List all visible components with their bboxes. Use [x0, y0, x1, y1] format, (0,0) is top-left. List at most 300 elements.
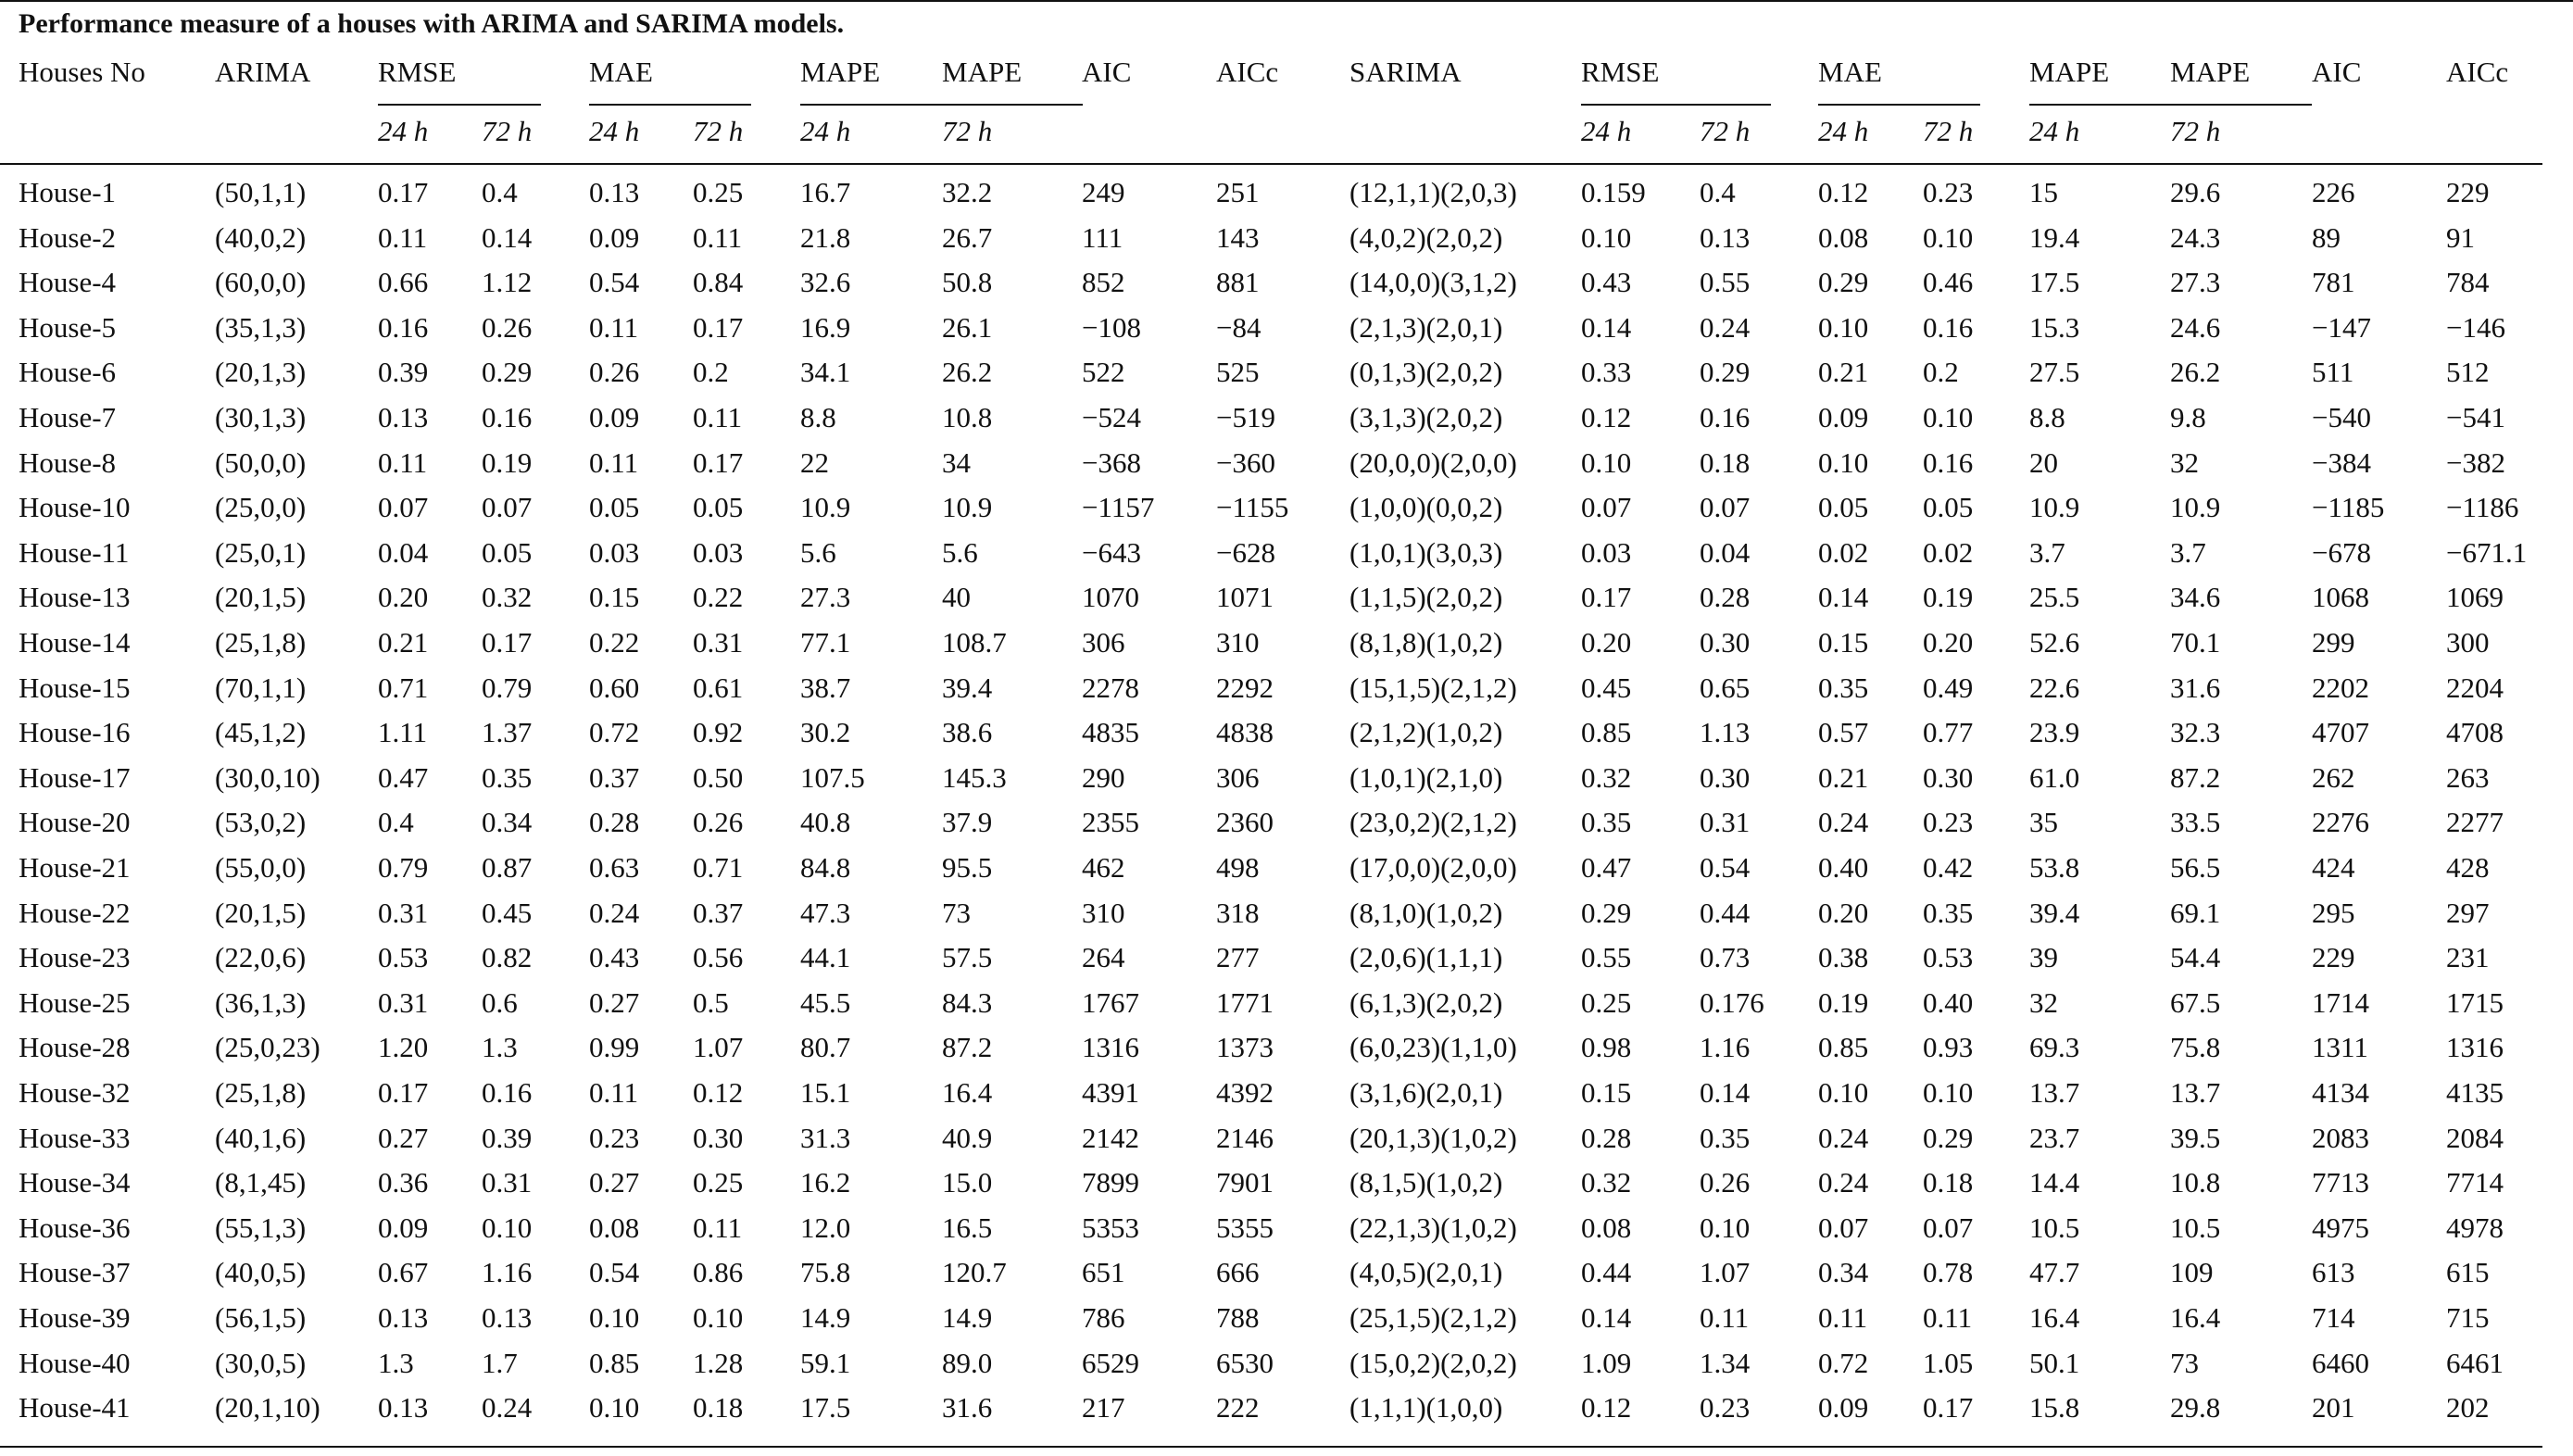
- table-cell: (8,1,0)(1,0,2): [1349, 897, 1503, 929]
- table-cell: 13.7: [2029, 1076, 2080, 1109]
- table-cell: 0.12: [1818, 176, 1869, 208]
- table-cell: 881: [1216, 266, 1260, 298]
- table-cell: (4,0,5)(2,0,1): [1349, 1256, 1503, 1288]
- table-cell: 0.14: [1700, 1076, 1751, 1109]
- table-cell: 0.13: [378, 1391, 429, 1424]
- table-cell: 16.5: [942, 1211, 993, 1244]
- table-cell: 0.16: [378, 311, 429, 344]
- table-cell: 30.2: [800, 716, 851, 748]
- row-label: House-5: [19, 311, 117, 344]
- table-cell: 0.93: [1923, 1031, 1974, 1063]
- table-cell: 0.29: [1923, 1122, 1974, 1154]
- table-cell: 0.30: [1923, 761, 1974, 794]
- table-cell: (8,1,8)(1,0,2): [1349, 626, 1503, 659]
- table-cell: 0.10: [1581, 446, 1632, 479]
- table-cell: −1155: [1216, 491, 1289, 523]
- table-cell: 31.6: [2170, 672, 2221, 704]
- table-cell: 0.28: [1700, 581, 1751, 613]
- table-cell: (20,1,3): [215, 356, 307, 388]
- table-cell: 0.21: [378, 626, 429, 659]
- sarima-mape-span-rule: [2029, 104, 2312, 106]
- table-cell: (25,1,8): [215, 1076, 307, 1109]
- table-cell: 310: [1216, 626, 1260, 659]
- table-cell: 0.30: [1700, 626, 1751, 659]
- table-cell: 15.8: [2029, 1391, 2080, 1424]
- table-cell: 0.33: [1581, 356, 1632, 388]
- table-cell: 1.3: [482, 1031, 518, 1063]
- table-cell: 0.73: [1700, 941, 1751, 973]
- table-cell: 0.20: [1818, 897, 1869, 929]
- table-cell: 0.14: [1818, 581, 1869, 613]
- table-cell: 0.44: [1700, 897, 1751, 929]
- row-label: House-11: [19, 536, 130, 569]
- table-cell: 0.04: [378, 536, 429, 569]
- table-cell: 0.34: [1818, 1256, 1869, 1288]
- table-cell: 89.0: [942, 1347, 993, 1379]
- mape-span-rule: [800, 104, 1083, 106]
- table-cell: 0.11: [589, 446, 639, 479]
- table-cell: 14.4: [2029, 1166, 2080, 1199]
- table-cell: 21.8: [800, 221, 851, 254]
- table-cell: 295: [2312, 897, 2355, 929]
- table-cell: (20,1,10): [215, 1391, 320, 1424]
- table-cell: 0.54: [1700, 851, 1751, 884]
- table-cell: 0.27: [589, 1166, 640, 1199]
- table-cell: 0.45: [1581, 672, 1632, 704]
- table-cell: 111: [1082, 221, 1123, 254]
- table-cell: 0.55: [1581, 941, 1632, 973]
- table-cell: 2277: [2446, 806, 2504, 838]
- table-cell: 6461: [2446, 1347, 2504, 1379]
- table-cell: 0.10: [589, 1391, 640, 1424]
- table-cell: (8,1,5)(1,0,2): [1349, 1166, 1503, 1199]
- header-bottom-rule: [0, 163, 2542, 165]
- column-subheader: 72 h: [693, 115, 744, 147]
- table-cell: 0.15: [589, 581, 640, 613]
- column-subheader: 72 h: [942, 115, 993, 147]
- table-cell: (1,0,0)(0,0,2): [1349, 491, 1503, 523]
- table-cell: 0.55: [1700, 266, 1751, 298]
- table-cell: −1157: [1082, 491, 1155, 523]
- table-cell: 67.5: [2170, 986, 2221, 1019]
- table-cell: 0.4: [378, 806, 414, 838]
- table-cell: 0.16: [1923, 311, 1974, 344]
- table-cell: 0.19: [1923, 581, 1974, 613]
- table-cell: 0.31: [378, 897, 429, 929]
- table-cell: 0.31: [693, 626, 744, 659]
- table-cell: 666: [1216, 1256, 1260, 1288]
- table-cell: 32.3: [2170, 716, 2221, 748]
- table-cell: 20: [2029, 446, 2058, 479]
- table-cell: 0.10: [1818, 311, 1869, 344]
- table-cell: 0.10: [1818, 1076, 1869, 1109]
- table-cell: 26.7: [942, 221, 993, 254]
- table-cell: 0.03: [1581, 536, 1632, 569]
- table-cell: 0.11: [1923, 1301, 1973, 1334]
- table-cell: 4708: [2446, 716, 2504, 748]
- table-cell: 0.2: [693, 356, 729, 388]
- table-cell: 0.11: [1818, 1301, 1868, 1334]
- table-cell: 0.31: [482, 1166, 533, 1199]
- table-cell: 6530: [1216, 1347, 1274, 1379]
- table-cell: 0.53: [1923, 941, 1974, 973]
- column-subheader: 24 h: [378, 115, 429, 147]
- table-cell: 249: [1082, 176, 1125, 208]
- table-cell: 0.12: [1581, 1391, 1632, 1424]
- table-cell: 0.92: [693, 716, 744, 748]
- table-cell: 0.47: [1581, 851, 1632, 884]
- table-cell: 0.17: [378, 176, 429, 208]
- table-cell: 0.42: [1923, 851, 1974, 884]
- table-cell: 0.10: [693, 1301, 744, 1334]
- table-cell: 0.35: [1700, 1122, 1751, 1154]
- table-cell: 786: [1082, 1301, 1125, 1334]
- table-cell: (40,1,6): [215, 1122, 307, 1154]
- table-cell: (35,1,3): [215, 311, 307, 344]
- table-cell: 145.3: [942, 761, 1007, 794]
- table-cell: 0.17: [1923, 1391, 1974, 1424]
- table-cell: (56,1,5): [215, 1301, 307, 1334]
- table-cell: 0.85: [1581, 716, 1632, 748]
- table-cell: 32.6: [800, 266, 851, 298]
- table-cell: 89: [2312, 221, 2341, 254]
- table-cell: 15.1: [800, 1076, 851, 1109]
- row-label: House-10: [19, 491, 131, 523]
- table-cell: (20,1,5): [215, 581, 307, 613]
- table-cell: 16.4: [2029, 1301, 2080, 1334]
- table-cell: −147: [2312, 311, 2371, 344]
- table-cell: (0,1,3)(2,0,2): [1349, 356, 1503, 388]
- table-cell: (8,1,45): [215, 1166, 307, 1199]
- table-cell: 16.4: [2170, 1301, 2221, 1334]
- table-cell: 87.2: [942, 1031, 993, 1063]
- row-label: House-14: [19, 626, 131, 659]
- row-label: House-17: [19, 761, 131, 794]
- table-cell: 31.6: [942, 1391, 993, 1424]
- table-cell: (2,1,3)(2,0,1): [1349, 311, 1503, 344]
- table-cell: 44.1: [800, 941, 851, 973]
- table-cell: 0.23: [1923, 806, 1974, 838]
- table-cell: 1373: [1216, 1031, 1274, 1063]
- table-cell: 33.5: [2170, 806, 2221, 838]
- table-cell: 40: [942, 581, 971, 613]
- column-subheader: 72 h: [2170, 115, 2221, 147]
- row-label: House-2: [19, 221, 117, 254]
- table-cell: 29.6: [2170, 176, 2221, 208]
- column-header: MAPE: [2029, 56, 2110, 88]
- table-cell: (30,1,3): [215, 401, 307, 433]
- table-cell: 0.54: [589, 1256, 640, 1288]
- table-cell: 0.67: [378, 1256, 429, 1288]
- table-cell: 47.7: [2029, 1256, 2080, 1288]
- table-cell: −146: [2446, 311, 2505, 344]
- table-cell: 0.11: [693, 401, 743, 433]
- table-cell: 7713: [2312, 1166, 2369, 1199]
- table-cell: 2142: [1082, 1122, 1139, 1154]
- row-label: House-34: [19, 1166, 131, 1199]
- table-cell: 0.23: [589, 1122, 640, 1154]
- table-cell: 0.09: [1818, 401, 1869, 433]
- table-cell: 0.17: [378, 1076, 429, 1109]
- table-cell: 0.39: [378, 356, 429, 388]
- table-cell: 1071: [1216, 581, 1274, 613]
- table-cell: 0.09: [589, 401, 640, 433]
- table-cell: 8.8: [800, 401, 836, 433]
- table-cell: 1.7: [482, 1347, 518, 1379]
- table-cell: 120.7: [942, 1256, 1007, 1288]
- table-cell: 4392: [1216, 1076, 1274, 1109]
- table-cell: 318: [1216, 897, 1260, 929]
- table-cell: 0.14: [482, 221, 533, 254]
- table-cell: 0.34: [482, 806, 533, 838]
- table-cell: 1.05: [1923, 1347, 1974, 1379]
- table-cell: 613: [2312, 1256, 2355, 1288]
- table-cell: 73: [942, 897, 971, 929]
- table-cell: 0.56: [693, 941, 744, 973]
- table-cell: 0.60: [589, 672, 640, 704]
- table-cell: (3,1,3)(2,0,2): [1349, 401, 1503, 433]
- column-subheader: 24 h: [1581, 115, 1632, 147]
- table-cell: 0.71: [378, 672, 429, 704]
- table-cell: 0.26: [693, 806, 744, 838]
- table-caption: Performance measure of a houses with ARIMA and SARIMA models.: [19, 8, 845, 39]
- table-cell: 0.2: [1923, 356, 1959, 388]
- table-cell: 1316: [1082, 1031, 1139, 1063]
- column-header: MAE: [1818, 56, 1882, 88]
- table-cell: 0.25: [693, 176, 744, 208]
- table-cell: 0.12: [693, 1076, 744, 1109]
- table-cell: 29.8: [2170, 1391, 2221, 1424]
- table-cell: −382: [2446, 446, 2505, 479]
- table-cell: 0.22: [693, 581, 744, 613]
- table-cell: 226: [2312, 176, 2355, 208]
- row-label: House-4: [19, 266, 117, 298]
- table-cell: 61.0: [2029, 761, 2080, 794]
- table-cell: 0.26: [482, 311, 533, 344]
- table-cell: 0.4: [1700, 176, 1736, 208]
- table-cell: 231: [2446, 941, 2490, 973]
- table-cell: 0.35: [482, 761, 533, 794]
- table-cell: 2355: [1082, 806, 1139, 838]
- table-cell: 15.0: [942, 1166, 993, 1199]
- table-cell: (55,0,0): [215, 851, 307, 884]
- table-cell: (36,1,3): [215, 986, 307, 1019]
- table-cell: 781: [2312, 266, 2355, 298]
- table-cell: 0.85: [1818, 1031, 1869, 1063]
- table-cell: −1185: [2312, 491, 2385, 523]
- table-cell: 0.53: [378, 941, 429, 973]
- table-cell: 0.29: [1700, 356, 1751, 388]
- table-cell: 4134: [2312, 1076, 2369, 1109]
- table-cell: (1,1,1)(1,0,0): [1349, 1391, 1503, 1424]
- table-cell: (30,0,10): [215, 761, 320, 794]
- table-cell: 0.05: [589, 491, 640, 523]
- column-subheader: 72 h: [482, 115, 533, 147]
- table-cell: 229: [2446, 176, 2490, 208]
- table-cell: 651: [1082, 1256, 1125, 1288]
- table-cell: 0.11: [693, 1211, 743, 1244]
- table-cell: 1.37: [482, 716, 533, 748]
- table-cell: 24.3: [2170, 221, 2221, 254]
- table-cell: 0.79: [378, 851, 429, 884]
- table-cell: 0.29: [482, 356, 533, 388]
- table-cell: 109: [2170, 1256, 2214, 1288]
- table-cell: 7899: [1082, 1166, 1139, 1199]
- table-cell: 263: [2446, 761, 2490, 794]
- column-header: MAE: [589, 56, 653, 88]
- table-cell: 0.10: [1581, 221, 1632, 254]
- table-cell: −628: [1216, 536, 1275, 569]
- table-cell: 0.38: [1818, 941, 1869, 973]
- table-cell: −360: [1216, 446, 1275, 479]
- table-cell: 0.43: [589, 941, 640, 973]
- row-label: House-33: [19, 1122, 131, 1154]
- table-cell: 0.05: [693, 491, 744, 523]
- table-cell: 462: [1082, 851, 1125, 884]
- table-cell: 16.9: [800, 311, 851, 344]
- table-cell: 143: [1216, 221, 1260, 254]
- row-label: House-15: [19, 672, 131, 704]
- table-cell: 0.26: [1700, 1166, 1751, 1199]
- table-cell: 0.11: [1700, 1301, 1750, 1334]
- table-cell: 0.05: [1818, 491, 1869, 523]
- table-cell: 0.54: [589, 266, 640, 298]
- row-label: House-8: [19, 446, 117, 479]
- table-cell: 75.8: [2170, 1031, 2221, 1063]
- table-cell: 0.72: [589, 716, 640, 748]
- table-cell: 306: [1082, 626, 1125, 659]
- table-cell: 10.8: [2170, 1166, 2221, 1199]
- table-cell: 0.14: [1581, 311, 1632, 344]
- table-cell: 0.13: [378, 401, 429, 433]
- table-cell: 38.6: [942, 716, 993, 748]
- table-cell: −643: [1082, 536, 1141, 569]
- table-cell: 852: [1082, 266, 1125, 298]
- table-cell: 201: [2312, 1391, 2355, 1424]
- table-cell: 264: [1082, 941, 1125, 973]
- table-cell: −1186: [2446, 491, 2519, 523]
- table-cell: 26.1: [942, 311, 993, 344]
- table-cell: (1,0,1)(2,1,0): [1349, 761, 1503, 794]
- table-cell: 0.11: [589, 1076, 639, 1109]
- table-cell: 17.5: [800, 1391, 851, 1424]
- table-cell: 4838: [1216, 716, 1274, 748]
- table-cell: 4707: [2312, 716, 2369, 748]
- table-cell: 95.5: [942, 851, 993, 884]
- table-cell: 2084: [2446, 1122, 2504, 1154]
- table-cell: (22,0,6): [215, 941, 307, 973]
- table-cell: 0.07: [378, 491, 429, 523]
- table-cell: 3.7: [2029, 536, 2065, 569]
- table-cell: 0.08: [589, 1211, 640, 1244]
- table-cell: 0.31: [378, 986, 429, 1019]
- table-cell: 1.3: [378, 1347, 414, 1379]
- table-cell: 1771: [1216, 986, 1274, 1019]
- table-cell: 39.4: [942, 672, 993, 704]
- column-header: MAPE: [2170, 56, 2251, 88]
- table-cell: 52.6: [2029, 626, 2080, 659]
- table-cell: 522: [1082, 356, 1125, 388]
- table-cell: 512: [2446, 356, 2490, 388]
- table-cell: 202: [2446, 1391, 2490, 1424]
- table-cell: 1069: [2446, 581, 2504, 613]
- table-cell: 0.35: [1581, 806, 1632, 838]
- table-cell: 6460: [2312, 1347, 2369, 1379]
- table-cell: 7714: [2446, 1166, 2504, 1199]
- top-rule: [0, 0, 2573, 2]
- table-cell: 0.16: [1700, 401, 1751, 433]
- table-cell: 3.7: [2170, 536, 2206, 569]
- table-cell: (50,1,1): [215, 176, 307, 208]
- table-cell: 262: [2312, 761, 2355, 794]
- table-cell: 4391: [1082, 1076, 1139, 1109]
- table-cell: 0.16: [482, 401, 533, 433]
- table-cell: (22,1,3)(1,0,2): [1349, 1211, 1517, 1244]
- table-cell: 4835: [1082, 716, 1139, 748]
- column-header: RMSE: [378, 56, 457, 88]
- table-cell: 0.85: [589, 1347, 640, 1379]
- table-cell: 0.11: [378, 221, 428, 254]
- table-cell: 16.4: [942, 1076, 993, 1109]
- row-label: House-20: [19, 806, 131, 838]
- table-cell: 2146: [1216, 1122, 1274, 1154]
- table-cell: 251: [1216, 176, 1260, 208]
- table-cell: 0.05: [482, 536, 533, 569]
- table-cell: 0.10: [1923, 401, 1974, 433]
- table-cell: 0.31: [1700, 806, 1751, 838]
- column-subheader: 72 h: [1923, 115, 1974, 147]
- column-subheader: 24 h: [2029, 115, 2080, 147]
- table-cell: 0.24: [1818, 806, 1869, 838]
- table-cell: (15,1,5)(2,1,2): [1349, 672, 1517, 704]
- table-cell: 57.5: [942, 941, 993, 973]
- table-cell: (2,0,6)(1,1,1): [1349, 941, 1503, 973]
- table-cell: 0.24: [1818, 1122, 1869, 1154]
- table-cell: 0.40: [1818, 851, 1869, 884]
- table-cell: 0.08: [1818, 221, 1869, 254]
- table-cell: 0.71: [693, 851, 744, 884]
- table-cell: 1070: [1082, 581, 1139, 613]
- table-cell: 12.0: [800, 1211, 851, 1244]
- table-cell: 17.5: [2029, 266, 2080, 298]
- table-cell: 0.39: [482, 1122, 533, 1154]
- table-cell: 0.03: [693, 536, 744, 569]
- table-cell: 50.8: [942, 266, 993, 298]
- table-cell: 0.98: [1581, 1031, 1632, 1063]
- table-cell: 0.13: [378, 1301, 429, 1334]
- row-label: House-7: [19, 401, 117, 433]
- table-cell: 0.40: [1923, 986, 1974, 1019]
- table-cell: (25,0,23): [215, 1031, 320, 1063]
- table-cell: 0.21: [1818, 356, 1869, 388]
- table-cell: 0.5: [693, 986, 729, 1019]
- table-cell: −519: [1216, 401, 1275, 433]
- table-cell: 0.10: [589, 1301, 640, 1334]
- table-cell: 84.3: [942, 986, 993, 1019]
- table-cell: 2202: [2312, 672, 2369, 704]
- row-label: House-6: [19, 356, 117, 388]
- table-cell: 34.6: [2170, 581, 2221, 613]
- table-cell: 1.16: [1700, 1031, 1751, 1063]
- table-cell: 0.86: [693, 1256, 744, 1288]
- table-cell: 217: [1082, 1391, 1125, 1424]
- table-cell: 32: [2029, 986, 2058, 1019]
- table-cell: 24.6: [2170, 311, 2221, 344]
- table-cell: 15: [2029, 176, 2058, 208]
- table-cell: 77.1: [800, 626, 851, 659]
- table-cell: 0.43: [1581, 266, 1632, 298]
- row-label: House-37: [19, 1256, 131, 1288]
